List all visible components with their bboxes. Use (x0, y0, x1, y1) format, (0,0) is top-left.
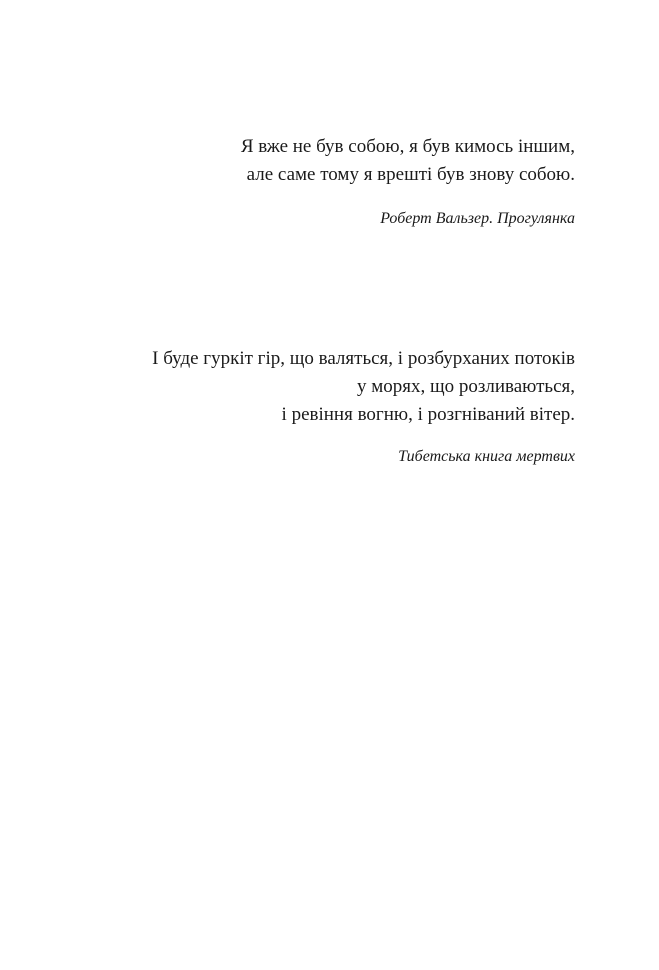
quote-line: у морях, що розливаються, (356, 376, 575, 397)
epigraph-walser (241, 133, 575, 230)
quote-line: і ревіння вогню, і розгніваний вітер. (281, 404, 575, 425)
attribution: Роберт Вальзер. Прогулянка (380, 210, 575, 227)
attribution: Тибетська книга мертвих (398, 448, 575, 465)
quote-line: Я вже не був собою, я був кимось іншим, (240, 136, 575, 157)
quote-line: І буде гуркіт гір, що валяться, і розбурханих потоків (152, 348, 575, 369)
quote-line: але саме тому я врешті був знову собою. (246, 164, 575, 185)
epigraph-tibetan-book (152, 345, 575, 468)
